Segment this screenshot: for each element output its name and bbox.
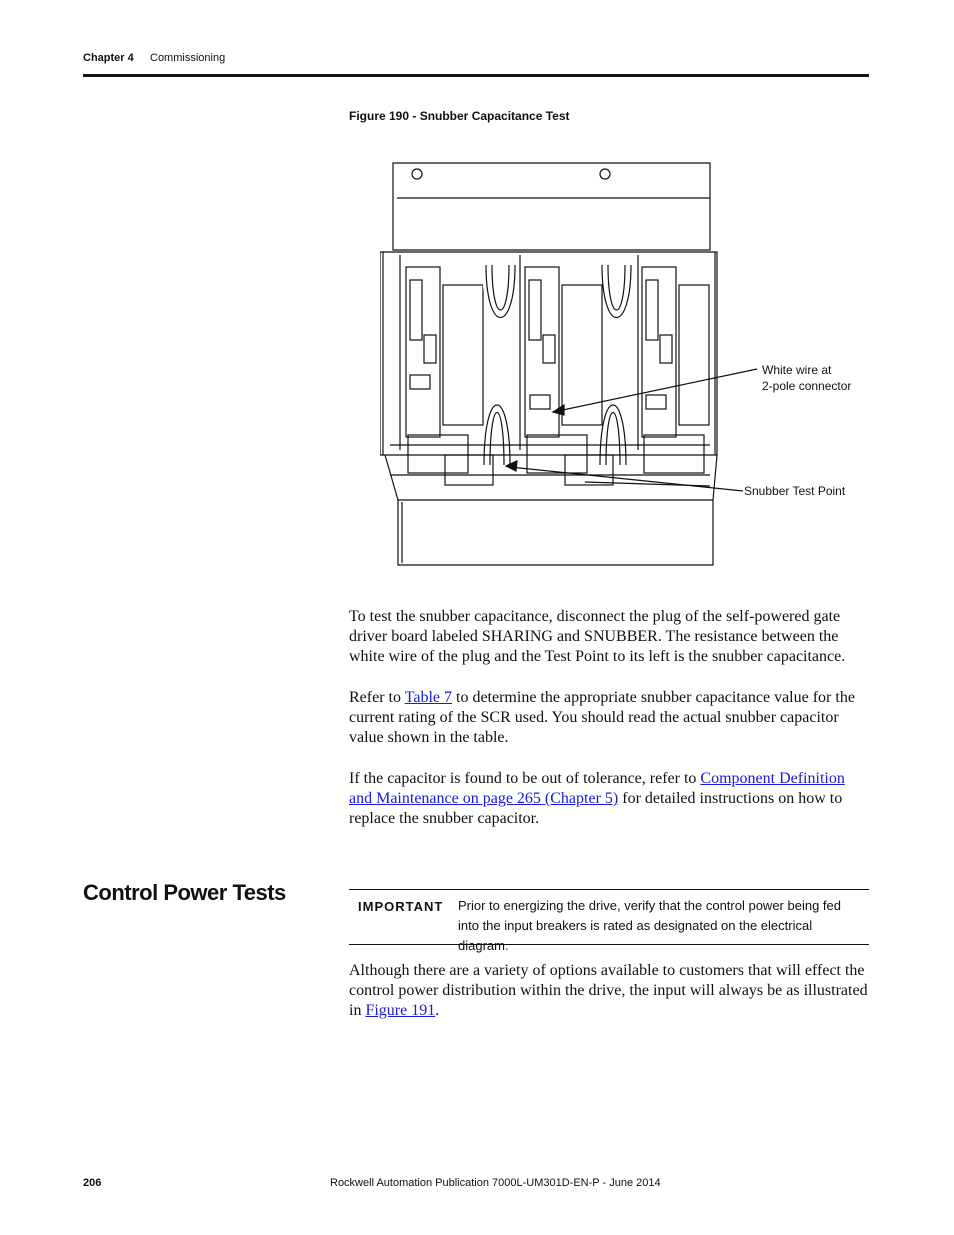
figure-191-link[interactable]: Figure 191 (365, 1002, 436, 1019)
paragraph-2 (349, 688, 869, 748)
chapter-label: Chapter 4 (83, 52, 134, 64)
paragraph-3 (349, 769, 869, 829)
table-7-link[interactable]: Table 7 (404, 689, 452, 706)
important-label: IMPORTANT (358, 899, 444, 914)
page-header (83, 52, 226, 64)
important-text: Prior to energizing the drive, verify that the control power being fed into the input breakers is rated as designated on the electrical diagram. (458, 898, 841, 953)
callout-snubber-test-point: Snubber Test Point (744, 484, 846, 498)
paragraph-4-post: . (435, 1002, 440, 1019)
section-label: Commissioning (150, 52, 226, 64)
important-box (349, 889, 869, 953)
paragraph-3-post: for detailed instructions on how to replace the snubber capacitor. (349, 790, 843, 827)
callout-white-wire (762, 362, 851, 394)
callout-white-wire-line2: 2-pole connector (762, 379, 852, 393)
page-number: 206 (83, 1177, 102, 1189)
callout-white-wire-line1: White wire at (762, 363, 832, 377)
paragraph-4-pre: Although there are a variety of options available to customers that will effect the control power distribution within the drive, the input will always be as illustrated in (349, 962, 868, 1019)
snubber-figure (380, 155, 860, 575)
figure-caption: Figure 190 - Snubber Capacitance Test (349, 109, 570, 123)
component-definition-link[interactable]: Component Definition and Maintenance on page 265 (Chapter 5) (349, 770, 845, 807)
paragraph-1 (349, 607, 869, 667)
publication-info: Rockwell Automation Publication 7000L-UM301D-EN-P - June 2014 (330, 1177, 661, 1189)
paragraph-2-pre: Refer to (349, 689, 405, 706)
paragraph-2-post: to determine the appropriate snubber capacitance value for the current rating of the SCR used. You should read the actual snubber capacitor value shown in the table. (349, 689, 855, 746)
header-rule (83, 74, 869, 77)
paragraph-3-pre: If the capacitor is found to be out of tolerance, refer to (349, 770, 701, 787)
paragraph-4 (349, 961, 869, 1021)
paragraph-1-text: To test the snubber capacitance, disconnect the plug of the self-powered gate driver board labeled SHARING and SNUBBER. The resistance between the white wire of the plug and the Test Point to its left is the snubber capacitance. (349, 608, 846, 665)
section-title: Control Power Tests (83, 880, 286, 905)
